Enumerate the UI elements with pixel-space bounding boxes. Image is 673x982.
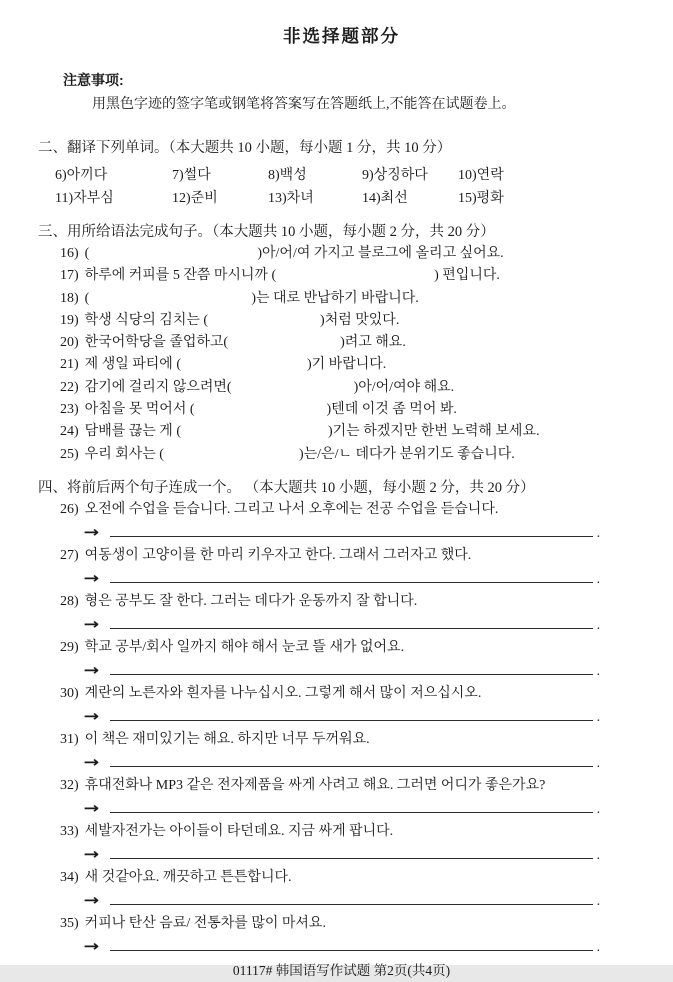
word-item bbox=[362, 187, 458, 210]
question-pre-text: 우리 회사는 ( bbox=[84, 446, 164, 462]
answer-line bbox=[110, 937, 593, 951]
section-four-header: 四、将前后两个句子连成一个。 （本大题共 10 小题，每小题 2 分，共 20 分） bbox=[38, 479, 535, 496]
sentence-question bbox=[60, 867, 645, 913]
question-post-text: )는 대로 반납하기 바랍니다. bbox=[251, 290, 419, 306]
word-row bbox=[55, 164, 645, 187]
word-number: 14) bbox=[362, 191, 381, 206]
question-pre-text: 하루에 커피를 5 잔쯤 마시니까 ( bbox=[84, 268, 277, 284]
question-post-text: ) 편입니다. bbox=[434, 268, 500, 284]
question-post-text: )려고 해요. bbox=[340, 335, 406, 351]
sentence-question bbox=[60, 729, 645, 775]
question-text: 계란의 노른자와 흰자를 나누십시오. 그렇게 해서 많이 저으십시오. bbox=[84, 685, 482, 701]
word-item bbox=[172, 187, 268, 210]
question-number: 19) bbox=[60, 312, 79, 328]
page-title: 非选择题部分 bbox=[283, 26, 400, 46]
sentence-question bbox=[60, 545, 645, 591]
word-number: 13) bbox=[268, 191, 287, 206]
word-number: 9) bbox=[362, 168, 374, 183]
grammar-question bbox=[60, 421, 645, 443]
sentence-question bbox=[60, 775, 645, 821]
question-post-text: )기는 하겠지만 한번 노력해 보세요. bbox=[327, 424, 540, 440]
page-footer: 01117# 韩国语写作试题 第2页(共4页) bbox=[232, 962, 451, 978]
question-text: 이 책은 재미있기는 해요. 하지만 너무 두꺼워요. bbox=[84, 731, 370, 747]
notice-label: 注意事项: bbox=[63, 72, 124, 88]
question-text: 커피나 탄산 음료/ 전통차를 많이 마셔요. bbox=[84, 915, 326, 931]
question-number: 34) bbox=[60, 869, 79, 885]
line-period: . bbox=[596, 893, 601, 909]
word-item bbox=[268, 187, 362, 210]
question-number: 23) bbox=[60, 402, 79, 418]
question-post-text: )처럼 맛있다. bbox=[320, 312, 400, 328]
word-number: 11) bbox=[55, 191, 74, 206]
word-text: 최선 bbox=[380, 191, 408, 206]
answer-blank bbox=[208, 323, 320, 324]
line-period: . bbox=[596, 571, 601, 587]
sentence-question bbox=[60, 591, 645, 637]
word-item bbox=[362, 164, 458, 187]
question-number: 17) bbox=[60, 268, 79, 284]
word-text: 자부심 bbox=[73, 191, 114, 206]
line-period: . bbox=[596, 801, 601, 817]
word-item bbox=[458, 187, 504, 210]
arrow-icon: → bbox=[83, 752, 100, 771]
word-item bbox=[172, 164, 268, 187]
word-text: 차녀 bbox=[286, 191, 314, 206]
arrow-icon: → bbox=[83, 614, 100, 633]
sentence-question bbox=[60, 913, 645, 959]
answer-line bbox=[110, 799, 593, 813]
answer-blank bbox=[164, 457, 299, 458]
question-pre-text: ( bbox=[84, 246, 90, 261]
question-post-text: )텐데 이것 좀 먹어 봐. bbox=[326, 402, 457, 418]
line-period: . bbox=[596, 525, 601, 541]
arrow-icon: → bbox=[83, 660, 100, 679]
word-text: 연락 bbox=[476, 168, 504, 183]
line-period: . bbox=[596, 847, 601, 863]
line-period: . bbox=[596, 939, 601, 955]
answer-blank bbox=[181, 367, 307, 368]
grammar-question bbox=[60, 310, 645, 332]
grammar-question bbox=[60, 399, 645, 421]
arrow-icon: → bbox=[83, 936, 100, 955]
answer-line bbox=[110, 661, 593, 675]
question-number: 28) bbox=[60, 593, 79, 609]
arrow-icon: → bbox=[83, 890, 100, 909]
line-period: . bbox=[596, 709, 601, 725]
answer-blank bbox=[276, 278, 434, 279]
grammar-question bbox=[60, 332, 645, 354]
question-number: 16) bbox=[60, 246, 79, 261]
arrow-icon: → bbox=[83, 798, 100, 817]
grammar-question bbox=[60, 354, 645, 376]
word-number: 7) bbox=[172, 168, 184, 183]
question-number: 18) bbox=[60, 290, 79, 306]
answer-line bbox=[110, 523, 593, 537]
question-number: 35) bbox=[60, 915, 79, 931]
word-text: 상징하다 bbox=[373, 168, 428, 183]
question-number: 20) bbox=[60, 335, 79, 351]
answer-blank bbox=[181, 434, 328, 435]
question-pre-text: 감기에 걸리지 않으려면( bbox=[84, 379, 232, 395]
question-post-text: )아/어/여야 해요. bbox=[353, 379, 455, 395]
question-pre-text: 아침을 못 먹어서 ( bbox=[84, 402, 195, 418]
sentence-question bbox=[60, 499, 645, 545]
word-item bbox=[55, 164, 172, 187]
question-post-text: )아/어/여 가지고 블로그에 올리고 싶어요. bbox=[257, 246, 504, 261]
question-number: 27) bbox=[60, 547, 79, 563]
word-grid bbox=[55, 164, 645, 210]
question-number: 31) bbox=[60, 731, 79, 747]
word-text: 아끼다 bbox=[66, 168, 108, 183]
question-text: 여동생이 고양이를 한 마리 키우자고 한다. 그래서 그러자고 했다. bbox=[84, 547, 472, 563]
answer-line bbox=[110, 845, 593, 859]
line-period: . bbox=[596, 755, 601, 771]
answer-line bbox=[110, 569, 593, 583]
answer-line bbox=[110, 615, 593, 629]
question-number: 32) bbox=[60, 777, 79, 793]
grammar-question bbox=[60, 444, 645, 466]
question-text: 휴대전화나 MP3 같은 전자제품을 싸게 사려고 해요. 그러면 어디가 좋은가요? bbox=[84, 777, 546, 793]
arrow-icon: → bbox=[83, 706, 100, 725]
question-number: 33) bbox=[60, 823, 79, 839]
notice-text: 用黑色字迹的签字笔或钢笔将答案写在答题纸上,不能答在试题卷上。 bbox=[92, 97, 516, 112]
arrow-icon: → bbox=[83, 522, 100, 541]
word-text: 썰다 bbox=[183, 168, 211, 183]
question-pre-text: 담배를 끊는 게 ( bbox=[84, 424, 181, 440]
grammar-question bbox=[60, 265, 645, 287]
question-number: 30) bbox=[60, 685, 79, 701]
question-text: 학교 공부/회사 일까지 해야 해서 눈코 뜰 새가 없어요. bbox=[84, 639, 405, 655]
section-two-header: 二、翻译下列单词。（本大题共 10 小题，每小题 1 分，共 10 分） bbox=[38, 140, 452, 156]
question-pre-text: 학생 식당의 김치는 ( bbox=[84, 312, 209, 328]
question-number: 29) bbox=[60, 639, 79, 655]
answer-blank bbox=[228, 345, 340, 346]
sentence-question bbox=[60, 637, 645, 683]
question-number: 26) bbox=[60, 501, 79, 517]
question-post-text: )기 바랍니다. bbox=[306, 357, 387, 373]
question-number: 21) bbox=[60, 357, 79, 373]
question-number: 25) bbox=[60, 446, 79, 462]
word-text: 백성 bbox=[279, 168, 307, 183]
question-text: 형은 공부도 잘 한다. 그러는 데다가 운동까지 잘 합니다. bbox=[84, 593, 418, 609]
line-period: . bbox=[596, 663, 601, 679]
grammar-question bbox=[60, 288, 645, 310]
grammar-question bbox=[60, 377, 645, 399]
answer-blank bbox=[89, 301, 251, 302]
word-row bbox=[55, 187, 645, 210]
sentence-question bbox=[60, 683, 645, 729]
answer-blank bbox=[232, 390, 354, 391]
answer-blank bbox=[89, 256, 257, 257]
question-pre-text: 제 생일 파티에 ( bbox=[84, 357, 181, 373]
word-text: 평화 bbox=[476, 191, 504, 206]
word-text: 준비 bbox=[190, 191, 218, 206]
question-number: 22) bbox=[60, 379, 79, 395]
word-number: 10) bbox=[458, 168, 477, 183]
answer-blank bbox=[195, 412, 327, 413]
question-text: 세발자전가는 아이들이 타던데요. 지금 싸게 팝니다. bbox=[84, 823, 394, 839]
answer-line bbox=[110, 891, 593, 905]
question-number: 24) bbox=[60, 424, 79, 440]
question-pre-text: 한국어학당을 졸업하고( bbox=[84, 335, 229, 351]
word-number: 8) bbox=[268, 168, 280, 183]
word-number: 6) bbox=[55, 168, 67, 183]
arrow-icon: → bbox=[83, 568, 100, 587]
answer-line bbox=[110, 707, 593, 721]
question-text: 오전에 수업을 듣습니다. 그리고 나서 오후에는 전공 수업을 듣습니다. bbox=[84, 501, 499, 517]
question-pre-text: ( bbox=[84, 290, 90, 306]
word-item bbox=[458, 164, 504, 187]
section-three-header: 三、用所给语法完成句子。（本大题共 10 小题，每小题 2 分，共 20 分） bbox=[38, 224, 495, 240]
answer-line bbox=[110, 753, 593, 767]
word-number: 15) bbox=[458, 191, 477, 206]
grammar-question bbox=[60, 243, 645, 265]
question-text: 새 것같아요. 깨끗하고 튼튼합니다. bbox=[84, 869, 292, 885]
arrow-icon: → bbox=[83, 844, 100, 863]
word-item bbox=[55, 187, 172, 210]
word-number: 12) bbox=[172, 191, 191, 206]
sentence-question bbox=[60, 821, 645, 867]
word-item bbox=[268, 164, 362, 187]
line-period: . bbox=[596, 617, 601, 633]
question-post-text: )는/은/ㄴ 데다가 분위기도 좋습니다. bbox=[298, 446, 515, 462]
